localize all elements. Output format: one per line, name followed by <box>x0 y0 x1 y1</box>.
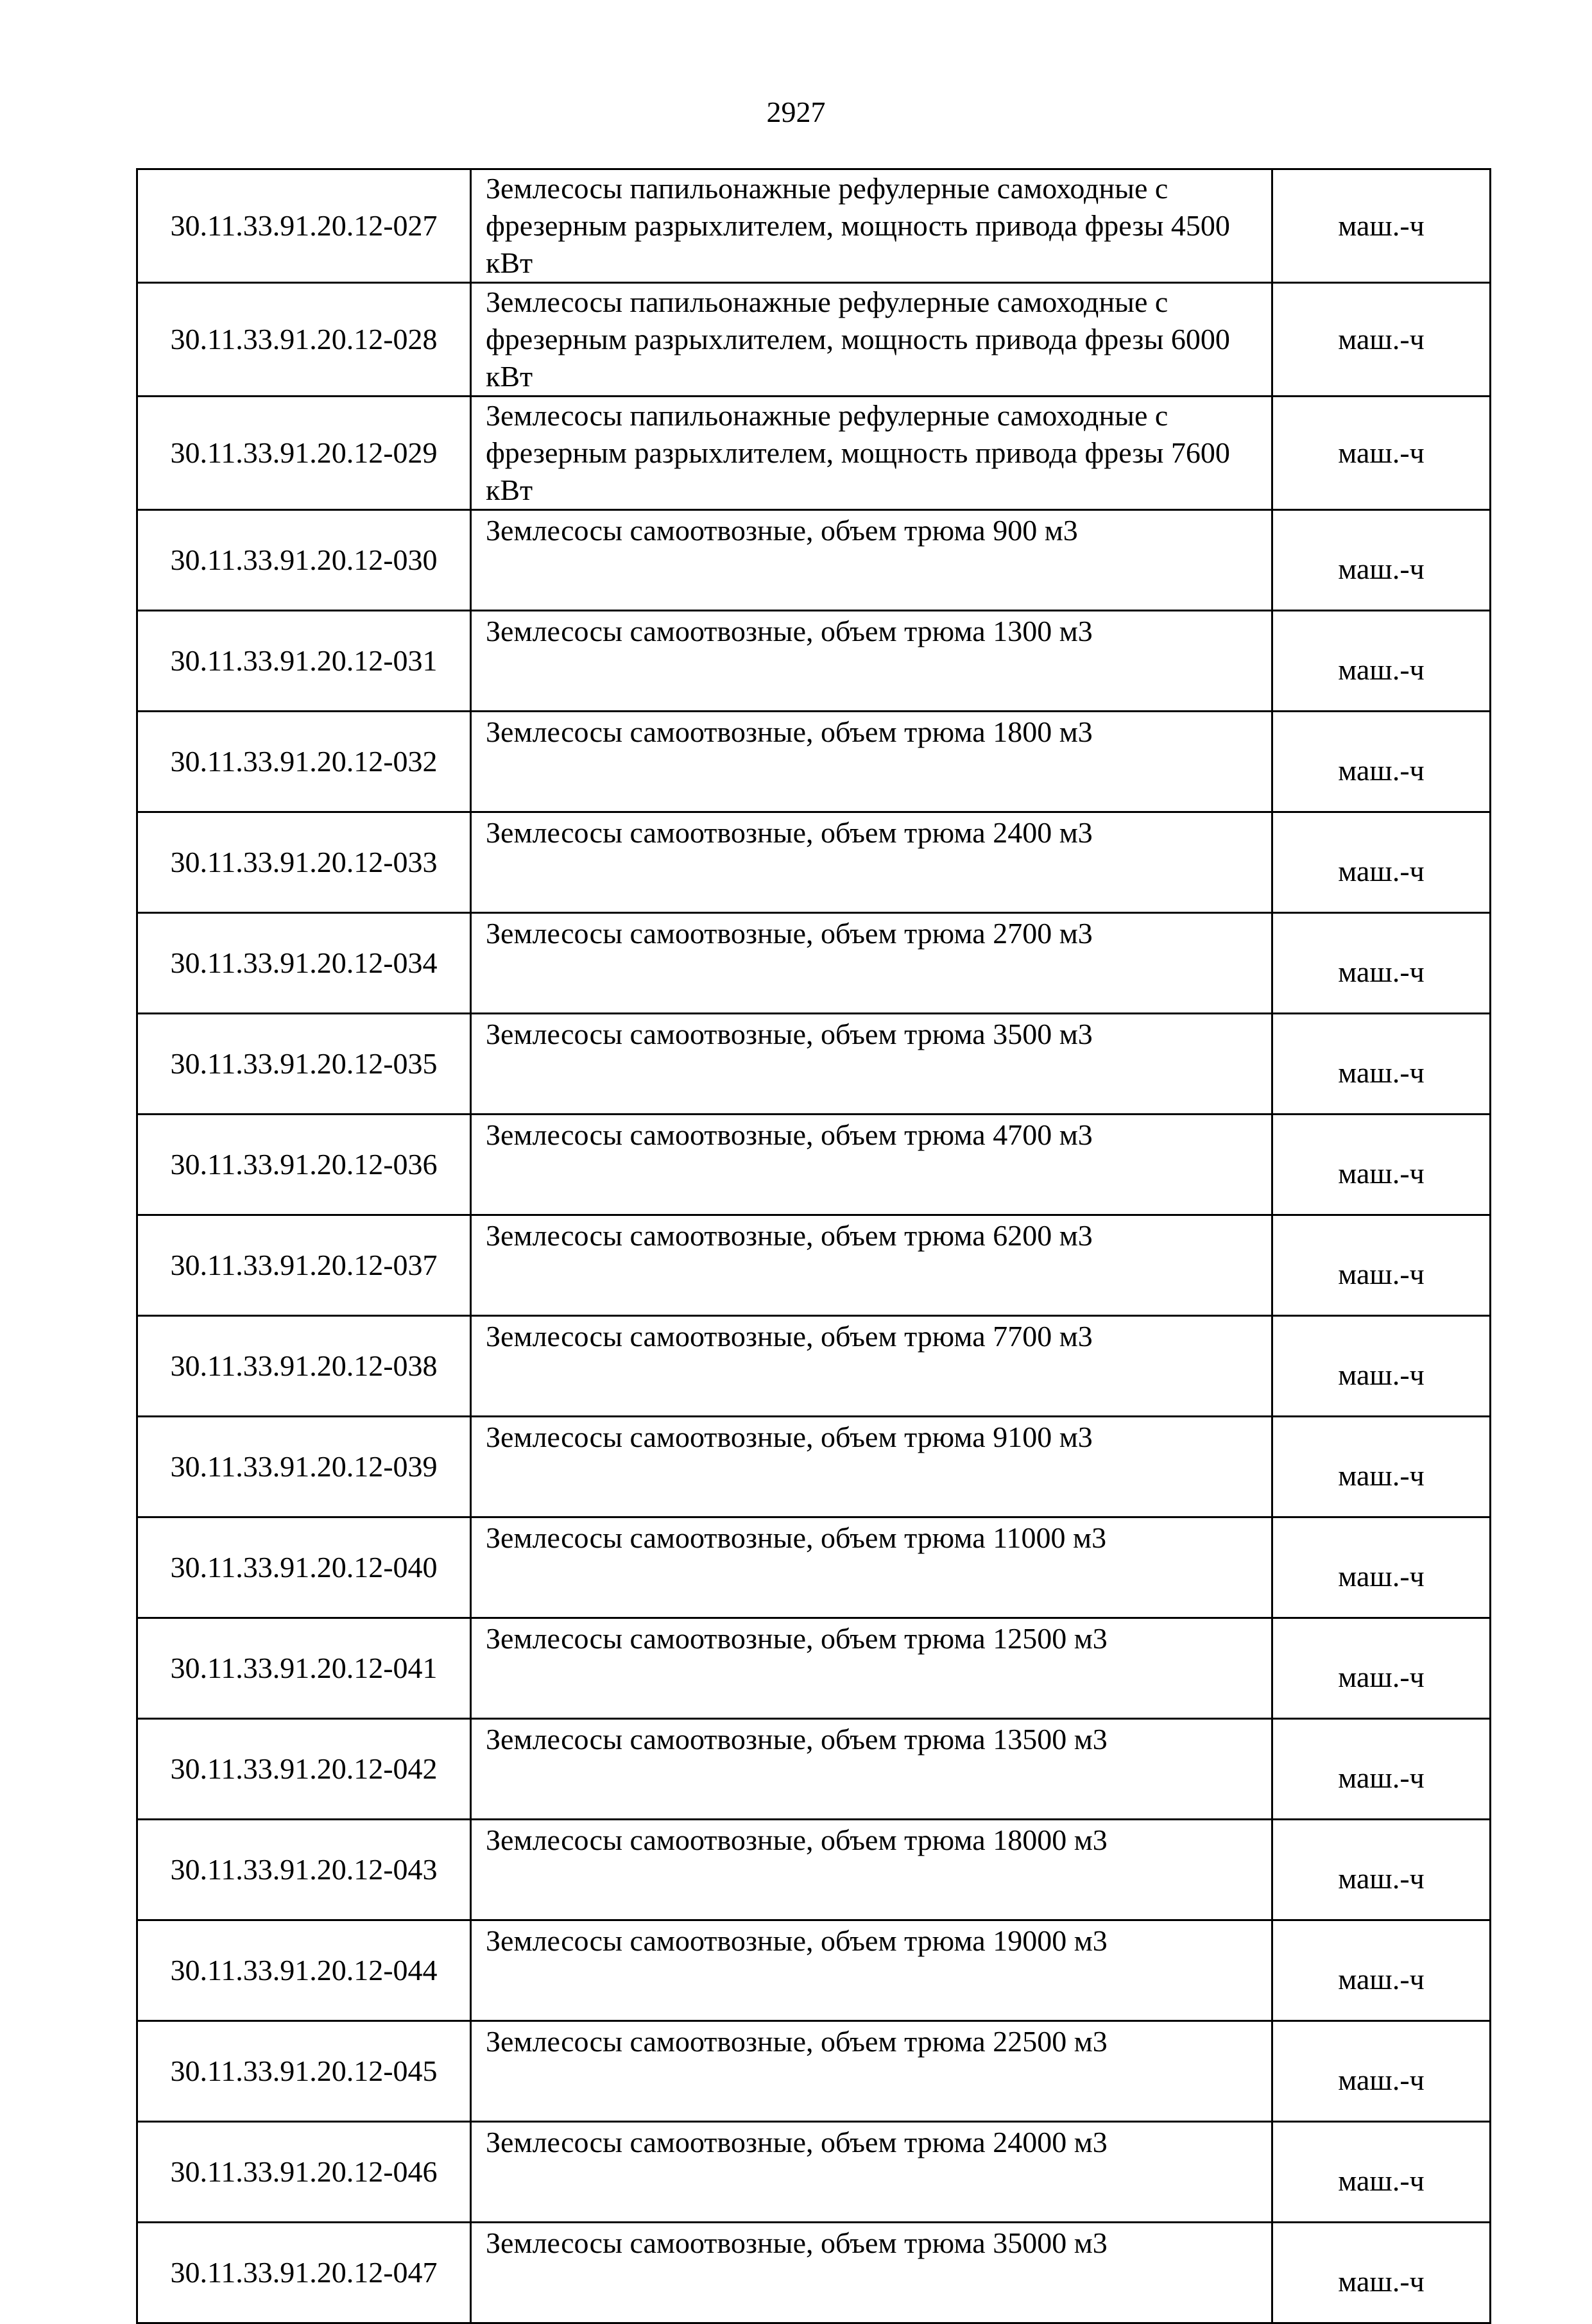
resource-name-cell: Землесосы самоотвозные, объем трюма 900 м3 <box>471 510 1272 611</box>
unit-cell: маш.-ч <box>1272 169 1491 283</box>
unit-cell: маш.-ч <box>1272 812 1491 913</box>
resource-code-cell: 30.11.33.91.20.12-044 <box>137 1920 471 2021</box>
resource-name-cell: Землесосы самоотвозные, объем трюма 11000 м3 <box>471 1517 1272 1618</box>
unit-cell: маш.-ч <box>1272 1517 1491 1618</box>
resource-code-cell: 30.11.33.91.20.12-040 <box>137 1517 471 1618</box>
resource-name-cell: Землесосы самоотвозные, объем трюма 35000 м3 <box>471 2223 1272 2323</box>
resource-name-cell: Землесосы самоотвозные, объем трюма 2700 м3 <box>471 913 1272 1014</box>
resource-code-cell: 30.11.33.91.20.12-036 <box>137 1115 471 1215</box>
unit-cell: маш.-ч <box>1272 510 1491 611</box>
unit-cell: маш.-ч <box>1272 1417 1491 1517</box>
resource-table <box>136 168 1491 2324</box>
resource-code-cell: 30.11.33.91.20.12-038 <box>137 1316 471 1417</box>
resource-name-cell: Землесосы самоотвозные, объем трюма 3500 м3 <box>471 1014 1272 1115</box>
resource-name-cell: Землесосы самоотвозные, объем трюма 13500 м3 <box>471 1719 1272 1820</box>
unit-cell: маш.-ч <box>1272 1215 1491 1316</box>
table-row <box>137 1316 1491 1417</box>
unit-cell: маш.-ч <box>1272 2021 1491 2122</box>
table-row <box>137 1820 1491 1920</box>
resource-name-cell: Землесосы самоотвозные, объем трюма 24000 м3 <box>471 2122 1272 2223</box>
table-row <box>137 2021 1491 2122</box>
resource-code-cell: 30.11.33.91.20.12-033 <box>137 812 471 913</box>
resource-code-cell: 30.11.33.91.20.12-045 <box>137 2021 471 2122</box>
resource-name-cell: Землесосы самоотвозные, объем трюма 2400 м3 <box>471 812 1272 913</box>
table-row <box>137 397 1491 510</box>
unit-cell: маш.-ч <box>1272 1820 1491 1920</box>
unit-cell: маш.-ч <box>1272 1719 1491 1820</box>
resource-code-cell: 30.11.33.91.20.12-039 <box>137 1417 471 1517</box>
table-row <box>137 1719 1491 1820</box>
unit-cell: маш.-ч <box>1272 1014 1491 1115</box>
table-row <box>137 913 1491 1014</box>
resource-code-cell: 30.11.33.91.20.12-043 <box>137 1820 471 1920</box>
resource-name-cell: Землесосы самоотвозные, объем трюма 12500 м3 <box>471 1618 1272 1719</box>
unit-cell: маш.-ч <box>1272 1920 1491 2021</box>
table-row <box>137 2223 1491 2323</box>
unit-cell: маш.-ч <box>1272 2223 1491 2323</box>
unit-cell: маш.-ч <box>1272 1115 1491 1215</box>
unit-cell: маш.-ч <box>1272 1316 1491 1417</box>
resource-code-cell: 30.11.33.91.20.12-032 <box>137 712 471 812</box>
table-row <box>137 2122 1491 2223</box>
resource-code-cell: 30.11.33.91.20.12-031 <box>137 611 471 712</box>
page-number: 2927 <box>766 96 826 128</box>
table-row <box>137 1417 1491 1517</box>
table-row <box>137 1014 1491 1115</box>
table-row <box>137 1517 1491 1618</box>
resource-code-cell: 30.11.33.91.20.12-027 <box>137 169 471 283</box>
table-row <box>137 611 1491 712</box>
unit-cell: маш.-ч <box>1272 1618 1491 1719</box>
resource-code-cell: 30.11.33.91.20.12-037 <box>137 1215 471 1316</box>
resource-code-cell: 30.11.33.91.20.12-042 <box>137 1719 471 1820</box>
resource-name-cell: Землесосы самоотвозные, объем трюма 7700 м3 <box>471 1316 1272 1417</box>
unit-cell: маш.-ч <box>1272 712 1491 812</box>
resource-name-cell: Землесосы самоотвозные, объем трюма 19000 м3 <box>471 1920 1272 2021</box>
table-row <box>137 812 1491 913</box>
resource-code-cell: 30.11.33.91.20.12-047 <box>137 2223 471 2323</box>
resource-name-cell: Землесосы самоотвозные, объем трюма 22500 м3 <box>471 2021 1272 2122</box>
resource-code-cell: 30.11.33.91.20.12-046 <box>137 2122 471 2223</box>
table-row <box>137 283 1491 397</box>
resource-code-cell: 30.11.33.91.20.12-029 <box>137 397 471 510</box>
resource-code-cell: 30.11.33.91.20.12-034 <box>137 913 471 1014</box>
resource-name-cell: Землесосы самоотвозные, объем трюма 4700 м3 <box>471 1115 1272 1215</box>
table-row <box>137 1920 1491 2021</box>
resource-name-cell: Землесосы папильонажные рефулерные самоходные с фрезерным разрыхлителем, мощность привода фрезы 6000 кВт <box>471 283 1272 397</box>
resource-name-cell: Землесосы самоотвозные, объем трюма 9100 м3 <box>471 1417 1272 1517</box>
resource-name-cell: Землесосы самоотвозные, объем трюма 18000 м3 <box>471 1820 1272 1920</box>
resource-code-cell: 30.11.33.91.20.12-028 <box>137 283 471 397</box>
unit-cell: маш.-ч <box>1272 283 1491 397</box>
resource-code-cell: 30.11.33.91.20.12-041 <box>137 1618 471 1719</box>
resource-name-cell: Землесосы папильонажные рефулерные самоходные с фрезерным разрыхлителем, мощность привода фрезы 7600 кВт <box>471 397 1272 510</box>
unit-cell: маш.-ч <box>1272 913 1491 1014</box>
resource-name-cell: Землесосы самоотвозные, объем трюма 6200 м3 <box>471 1215 1272 1316</box>
resource-code-cell: 30.11.33.91.20.12-030 <box>137 510 471 611</box>
resource-name-cell: Землесосы папильонажные рефулерные самоходные с фрезерным разрыхлителем, мощность привода фрезы 4500 кВт <box>471 169 1272 283</box>
unit-cell: маш.-ч <box>1272 397 1491 510</box>
table-row <box>137 169 1491 283</box>
table-row <box>137 1115 1491 1215</box>
table-row <box>137 1618 1491 1719</box>
resource-code-cell: 30.11.33.91.20.12-035 <box>137 1014 471 1115</box>
table-row <box>137 510 1491 611</box>
unit-cell: маш.-ч <box>1272 611 1491 712</box>
unit-cell: маш.-ч <box>1272 2122 1491 2223</box>
table-row <box>137 1215 1491 1316</box>
resource-name-cell: Землесосы самоотвозные, объем трюма 1800 м3 <box>471 712 1272 812</box>
table-row <box>137 712 1491 812</box>
resource-name-cell: Землесосы самоотвозные, объем трюма 1300 м3 <box>471 611 1272 712</box>
